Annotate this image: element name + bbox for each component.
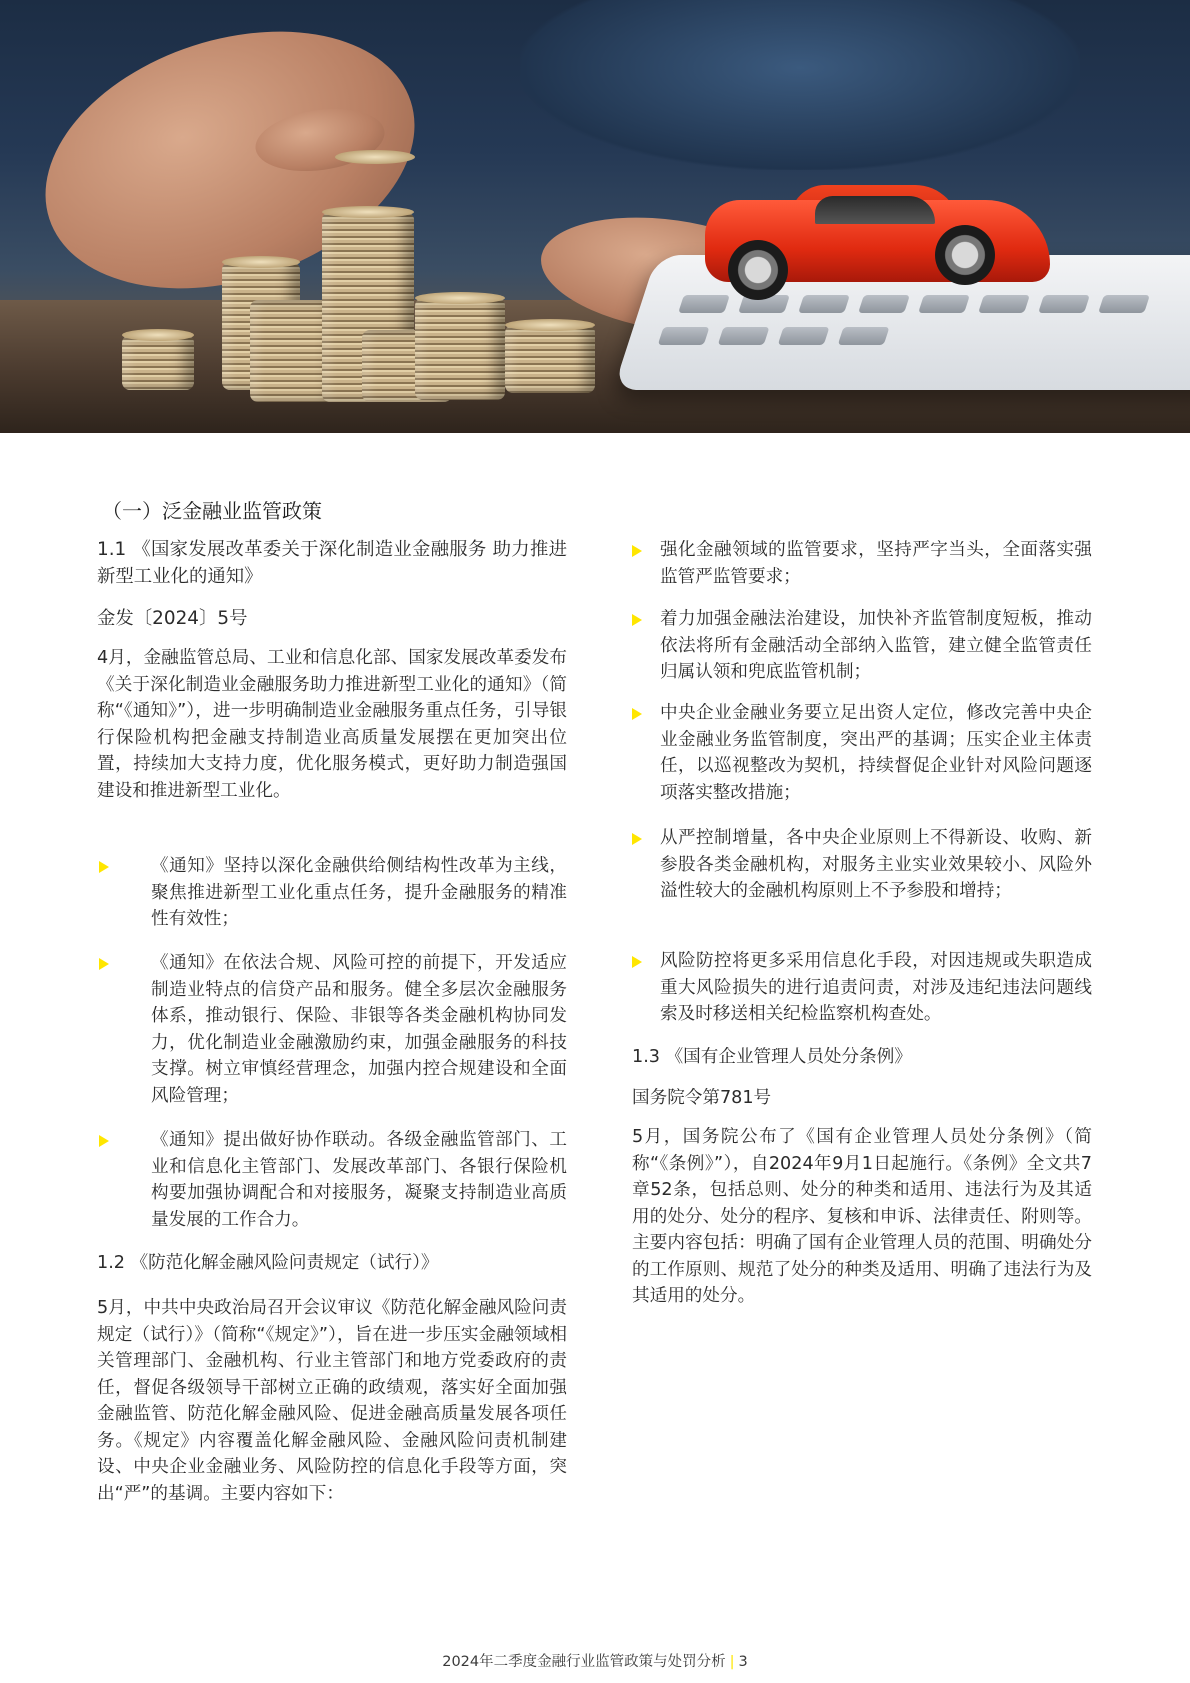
bullet-text: 着力加强金融法治建设，加快补齐监管制度短板，推动依法将所有金融活动全部纳入监管，建立健全监管责任归属认领和兜底监管机制； xyxy=(660,609,1092,682)
bullet-icon xyxy=(632,708,642,720)
item-1-3-intro: 5月，国务院公布了《国有企业管理人员处分条例》（简称“《条例》”），自2024年9月1日起施行。《条例》全文共7章52条，包括总则、处分的种类和适用、违法行为及其适用的处分、处分的程序、复核和申诉、法律责任、附则等。主要内容包括：明确了国有企业管理人员的范围、明确处分的工作原则、规范了处分的种类及适用、明确了违法行为及其适用的处分。 xyxy=(632,1127,1092,1306)
coin-stack xyxy=(505,325,595,393)
bullet-text: 从严控制增量，各中央企业原则上不得新设、收购、新参股各类金融机构，对服务主业实业效果较小、风险外溢性较大的金融机构原则上不予参股和增持； xyxy=(660,828,1092,901)
bullet-icon xyxy=(632,956,642,968)
coin-stack xyxy=(122,335,194,390)
footer-title: 2024年二季度金融行业监管政策与处罚分析 xyxy=(442,1654,726,1670)
coin-stack-top xyxy=(122,329,194,341)
item-1-1-intro: 4月，金融监管总局、工业和信息化部、国家发展改革委发布《关于深化制造业金融服务助力推进新型工业化的通知》（简称“《通知》”），进一步明确制造业金融服务重点任务，引导银行保险机构把金融支持制造业高质量发展摆在更加突出位置，持续加大支持力度，优化服务模式，更好助力制造强国建设和推进新型工业化。 xyxy=(97,648,567,801)
calculator-key xyxy=(718,327,770,345)
item-1-3-doc-number: 国务院令第781号 xyxy=(632,1088,772,1108)
car-window xyxy=(815,196,935,224)
coin-stack-top xyxy=(505,319,595,331)
car-wheel xyxy=(728,240,788,300)
bullet-icon xyxy=(99,861,109,873)
list-item xyxy=(632,948,1092,1028)
calculator-key xyxy=(1038,295,1090,313)
coin-stack-top xyxy=(222,256,300,268)
calculator-key xyxy=(1098,295,1150,313)
list-item xyxy=(632,700,1092,806)
list-item xyxy=(632,537,1092,590)
calculator-key xyxy=(658,327,710,345)
coin-stack xyxy=(415,298,505,400)
page-number: 3 xyxy=(738,1654,748,1670)
calculator-key xyxy=(678,295,730,313)
item-1-1-heading: 1.1 《国家发展改革委关于深化制造业金融服务 助力推进新型工业化的通知》 xyxy=(97,539,567,587)
calculator-key xyxy=(798,295,850,313)
calculator-key xyxy=(858,295,910,313)
bullet-text: 《通知》在依法合规、风险可控的前提下，开发适应制造业特点的信贷产品和服务。健全多层次金融服务体系，推动银行、保险、非银等各类金融机构协同发力，优化制造业金融激励约束，加强金融服务的科技支撑。树立审慎经营理念，加强内控合规建设和全面风险管理； xyxy=(151,953,567,1106)
bullet-text: 风险防控将更多采用信息化手段，对因违规或失职造成重大风险损失的进行追责问责，对涉及违纪违法问题线索及时移送相关纪检监察机构查处。 xyxy=(660,951,1092,1024)
bullet-text: 中央企业金融业务要立足出资人定位，修改完善中央企业金融业务监管制度，突出严的基调；压实企业主体责任，以巡视整改为契机，持续督促企业针对风险问题逐项落实整改措施； xyxy=(660,703,1092,803)
page-footer xyxy=(0,1650,1190,1671)
bullet-text: 强化金融领域的监管要求，坚持严字当头，全面落实强监管严监管要求； xyxy=(660,540,1092,587)
list-item xyxy=(632,825,1092,905)
calculator-key xyxy=(978,295,1030,313)
item-1-3-heading: 1.3 《国有企业管理人员处分条例》 xyxy=(632,1047,912,1067)
car-wheel xyxy=(935,225,995,285)
calculator-key xyxy=(918,295,970,313)
list-item xyxy=(97,1127,567,1233)
bullet-text: 《通知》提出做好协作联动。各级金融监管部门、工业和信息化主管部门、发展改革部门、各银行保险机构要加强协调配合和对接服务，凝聚支持制造业高质量发展的工作合力。 xyxy=(151,1130,567,1230)
coin-stack-top xyxy=(415,292,505,304)
bullet-text: 《通知》坚持以深化金融供给侧结构性改革为主线，聚焦推进新型工业化重点任务，提升金融服务的精准性有效性； xyxy=(151,856,567,929)
calculator-key xyxy=(778,327,830,345)
footer-separator: | xyxy=(729,1654,735,1670)
list-item xyxy=(97,853,567,933)
section-title: （一）泛金融业监管政策 xyxy=(102,499,322,523)
bullet-icon xyxy=(99,958,109,970)
list-item xyxy=(97,950,567,1109)
bullet-icon xyxy=(632,545,642,557)
item-1-1-doc-number: 金发〔2024〕5号 xyxy=(97,608,248,629)
held-coin xyxy=(335,150,415,164)
item-1-2-intro: 5月，中共中央政治局召开会议审议《防范化解金融风险问责规定（试行）》（简称“《规定》”），旨在进一步压实金融领域相关管理部门、金融机构、行业主管部门和地方党委政府的责任，督促各级领导干部树立正确的政绩观，落实好全面加强金融监管、防范化解金融风险、促进金融高质量发展各项任务。《规定》内容覆盖化解金融风险、金融风险问责机制建设、中央企业金融业务、风险防控的信息化手段等方面，突出“严”的基调。主要内容如下： xyxy=(97,1298,567,1504)
bullet-icon xyxy=(632,614,642,626)
person-shirt xyxy=(520,0,1080,170)
bullet-icon xyxy=(99,1135,109,1147)
calculator-key xyxy=(838,327,890,345)
hero-image xyxy=(0,0,1190,433)
item-1-2-heading: 1.2 《防范化解金融风险问责规定（试行）》 xyxy=(97,1253,439,1273)
coin-stack-top xyxy=(322,206,414,218)
list-item xyxy=(632,606,1092,686)
bullet-icon xyxy=(632,833,642,845)
